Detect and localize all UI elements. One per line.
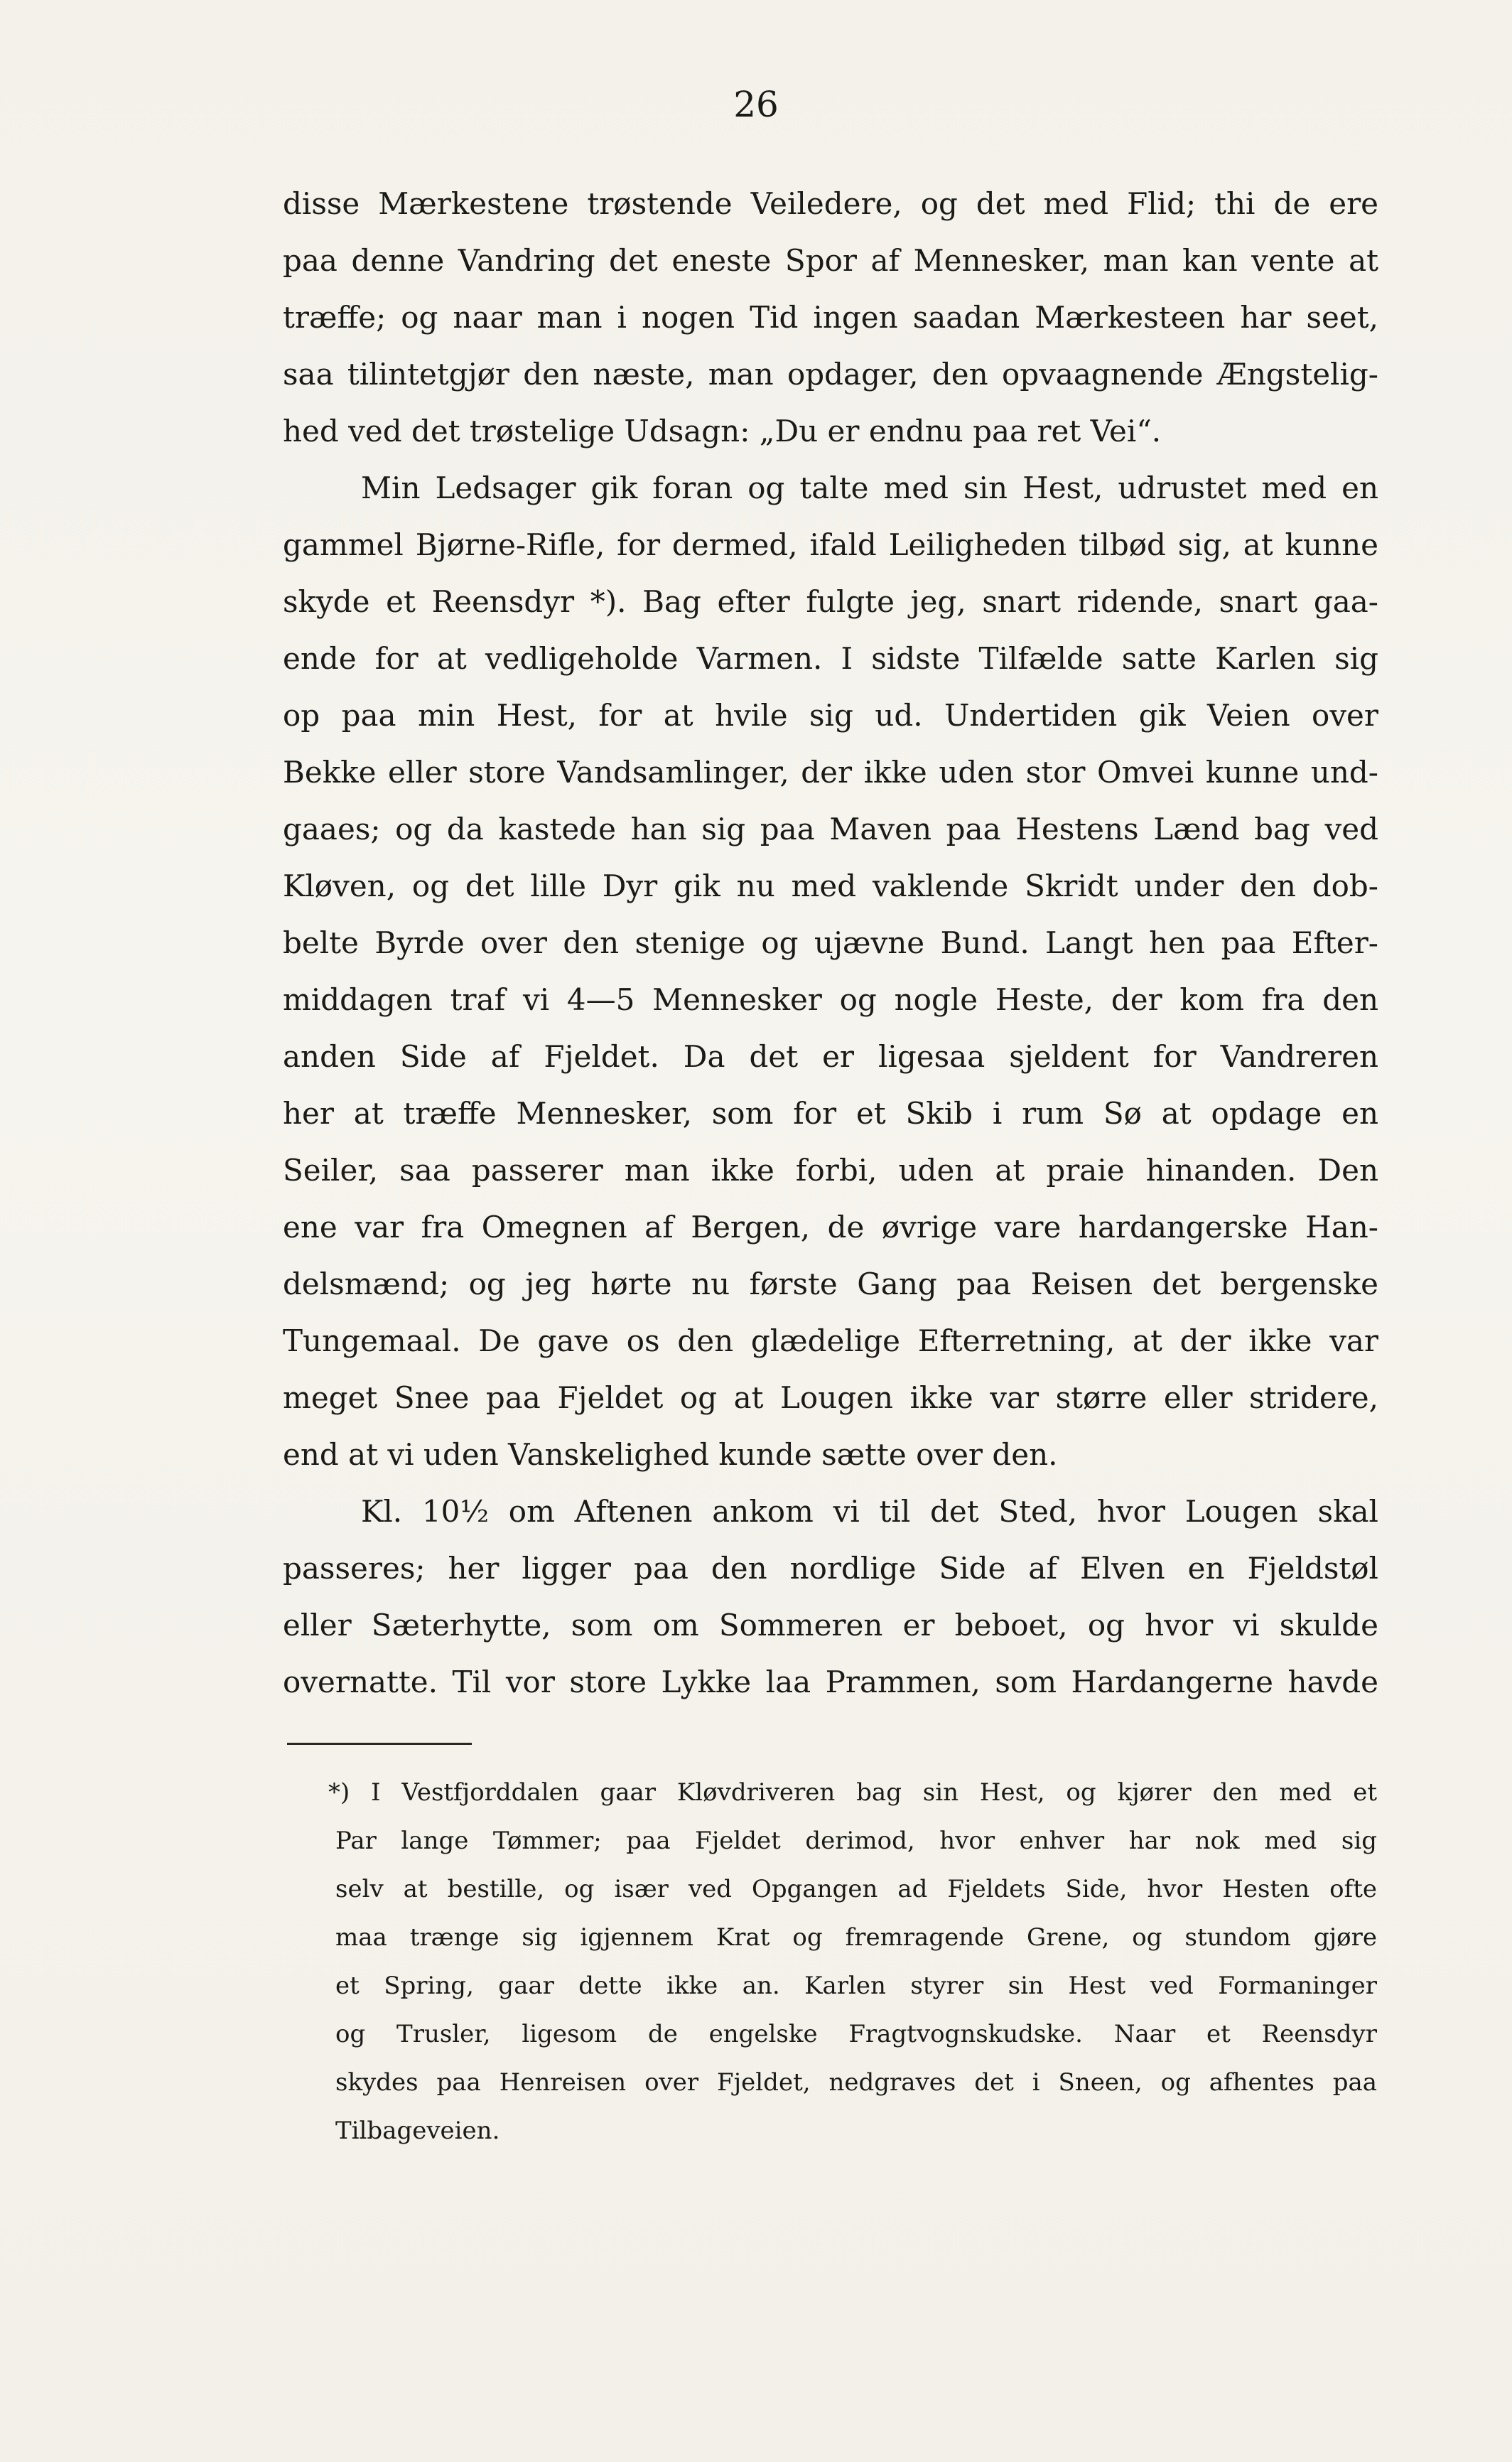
text-line: skyde et Reensdyr *). Bag efter fulgte jeg, snart ridende, snart gaa- bbox=[283, 584, 1378, 619]
text-line: Seiler, saa passerer man ikke forbi, uden at praie hinanden. Den bbox=[283, 1153, 1378, 1188]
footnote-divider bbox=[287, 1743, 472, 1745]
footnote-line: selv at bestille, og især ved Opgangen ad Fjeldets Side, hvor Hesten ofte bbox=[335, 1875, 1377, 1903]
text-line: Bekke eller store Vandsamlinger, der ikke uden stor Omvei kunne und- bbox=[283, 755, 1378, 790]
text-line: eller Sæterhytte, som om Sommeren er beboet, og hvor vi skulde bbox=[283, 1608, 1378, 1643]
text-line: end at vi uden Vanskelighed kunde sætte over den. bbox=[283, 1437, 1058, 1472]
text-line: gammel Bjørne-Rifle, for dermed, ifald Leiligheden tilbød sig, at kunne bbox=[283, 527, 1378, 562]
footnote-line: Par lange Tømmer; paa Fjeldet derimod, hvor enhver har nok med sig bbox=[335, 1827, 1377, 1855]
text-line: træffe; og naar man i nogen Tid ingen saadan Mærkesteen har seet, bbox=[283, 300, 1378, 335]
text-line: passeres; her ligger paa den nordlige Side af Elven en Fjeldstøl bbox=[283, 1551, 1378, 1586]
text-line: her at træffe Mennesker, som for et Skib i rum Sø at opdage en bbox=[283, 1096, 1378, 1131]
footnote-line: og Trusler, ligesom de engelske Fragtvognskudske. Naar et Reensdyr bbox=[335, 2020, 1377, 2048]
text-line: meget Snee paa Fjeldet og at Lougen ikke var større eller stridere, bbox=[283, 1380, 1378, 1415]
text-line: ene var fra Omegnen af Bergen, de øvrige vare hardangerske Han- bbox=[283, 1210, 1378, 1245]
text-line: gaaes; og da kastede han sig paa Maven paa Hestens Lænd bag ved bbox=[283, 812, 1378, 846]
text-line: paa denne Vandring det eneste Spor af Mennesker, man kan vente at bbox=[283, 243, 1378, 278]
footnote-line: et Spring, gaar dette ikke an. Karlen styrer sin Hest ved Formaninger bbox=[335, 1972, 1377, 2000]
text-line: anden Side af Fjeldet. Da det er ligesaa sjeldent for Vandreren bbox=[283, 1039, 1378, 1074]
footnote-line: Tilbageveien. bbox=[335, 2117, 500, 2145]
footnote-line: skydes paa Henreisen over Fjeldet, nedgraves det i Sneen, og afhentes paa bbox=[335, 2068, 1377, 2097]
text-line: middagen traf vi 4—5 Mennesker og nogle Heste, der kom fra den bbox=[283, 982, 1378, 1017]
page-number: 26 bbox=[733, 84, 779, 125]
text-line: ende for at vedligeholde Varmen. I sidste Tilfælde satte Karlen sig bbox=[283, 641, 1378, 676]
text-line: saa tilintetgjør den næste, man opdager, den opvaagnende Ængstelig- bbox=[283, 357, 1378, 392]
text-line: delsmænd; og jeg hørte nu første Gang paa Reisen det bergenske bbox=[283, 1267, 1378, 1301]
text-line: op paa min Hest, for at hvile sig ud. Undertiden gik Veien over bbox=[283, 698, 1378, 733]
footnote-line: maa trænge sig igjennem Krat og fremragende Grene, og stundom gjøre bbox=[335, 1923, 1377, 1952]
body-text bbox=[283, 176, 1378, 1711]
text-line: disse Mærkestene trøstende Veiledere, og det med Flid; thi de ere bbox=[283, 186, 1378, 221]
text-line: Kløven, og det lille Dyr gik nu med vaklende Skridt under den dob- bbox=[283, 869, 1378, 903]
footnote bbox=[328, 1768, 1377, 2155]
text-line: Kl. 10½ om Aftenen ankom vi til det Sted, hvor Lougen skal bbox=[361, 1494, 1378, 1529]
footnote-line: *) I Vestfjorddalen gaar Kløvdriveren bag sin Hest, og kjører den med et bbox=[328, 1778, 1377, 1807]
text-line: belte Byrde over den stenige og ujævne Bund. Langt hen paa Efter- bbox=[283, 925, 1378, 960]
text-line: overnatte. Til vor store Lykke laa Prammen, som Hardangerne havde bbox=[283, 1665, 1378, 1699]
text-line: Tungemaal. De gave os den glædelige Efterretning, at der ikke var bbox=[283, 1323, 1378, 1358]
text-line: Min Ledsager gik foran og talte med sin Hest, udrustet med en bbox=[361, 471, 1378, 505]
text-line: hed ved det trøstelige Udsagn: „Du er endnu paa ret Vei“. bbox=[283, 414, 1162, 448]
